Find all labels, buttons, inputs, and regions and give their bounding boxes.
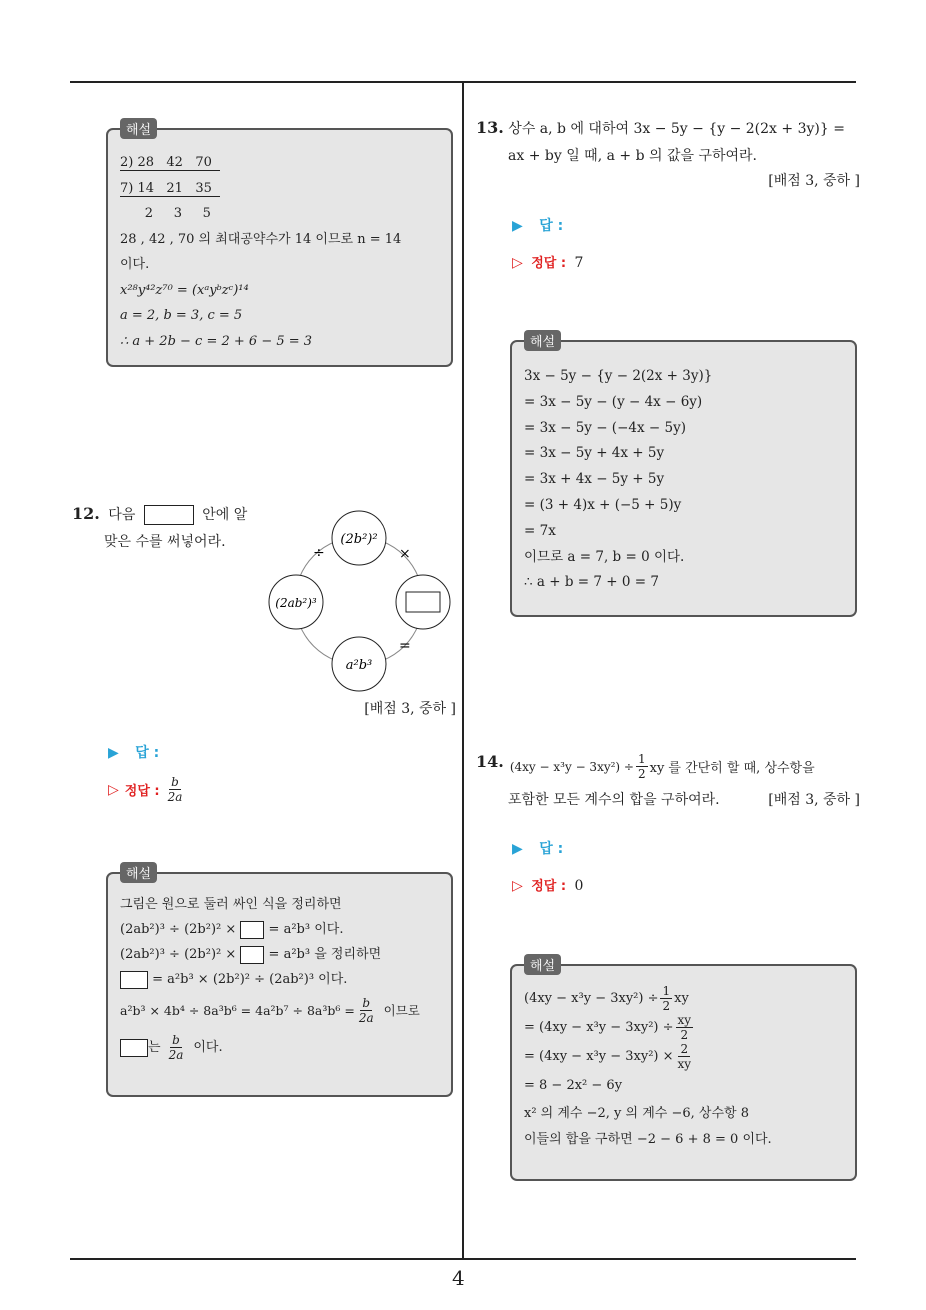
answer-blank [406, 592, 440, 612]
outline-play-icon: ▷ [108, 781, 119, 798]
solution-line: = 8 − 2x² − 6y [524, 1078, 623, 1093]
question-13: 13. 상수 a, b 에 대하여 3x − 5y − {y − 2(2x + 3y)} = ax + by 일 때, a + b 의 값을 구하여라. [배점 3, 중하 ] [476, 118, 860, 189]
question-text: 상수 a, b 에 대하여 3x − 5y − {y − 2(2x + 3y)} = [508, 121, 845, 137]
circle-top-label: (2b²)² [340, 532, 378, 547]
division-row-2: 7) 14 21 35 [120, 176, 439, 202]
solution-line: = 3x − 5y + 4x + 5y [524, 445, 665, 462]
q14-correct: ▷ 정답 : 0 [512, 878, 584, 894]
question-14: 14. (4xy − x³y − 3xy²) ÷ $\frac{1}{2}$ xy 를 간단히 할 때, 상수항을 포함한 모든 계수의 합을 구하여라. [배점 3, 중하 ] [476, 752, 860, 808]
q13-score: [배점 3, 중하 ] [768, 173, 860, 189]
q14-answer: ▶ 답 : [512, 841, 564, 857]
q13-solution-box [510, 335, 857, 617]
solution-line: (2ab²)³ ÷ (2b²)² × = a²b³ 을 정리하면 [120, 947, 382, 962]
solution-line: (4xy − x³y − 3xy²) ÷ $\frac{1}{2}$ xy [524, 984, 689, 1013]
circle-left-label: (2ab²)³ [275, 596, 317, 610]
circle-bottom-label: a²b³ [345, 658, 373, 673]
play-icon: ▶ [108, 745, 119, 761]
solution-line: 이므로 a = 7, b = 0 이다. [524, 548, 685, 565]
question-12: 12. 다음 안에 알 맞은 수를 써넣어라. [72, 502, 457, 556]
solution-line: 이들의 합을 구하면 −2 − 6 + 8 = 0 이다. [524, 1132, 772, 1147]
division-row-3: 2 3 5 [120, 206, 211, 221]
correct-value: 0 [574, 878, 584, 894]
solution-line: (2ab²)³ ÷ (2b²)² × = a²b³ 이다. [120, 922, 344, 937]
question-text: xy 를 간단히 할 때, 상수항을 [649, 761, 815, 776]
correct-value: 7 [574, 255, 584, 271]
blank-box [144, 505, 194, 525]
solution-line: = 3x − 5y − (−4x − 5y) [524, 419, 686, 436]
question-text: ax + by 일 때, a + b 의 값을 구하여라. [508, 148, 758, 164]
q12-solution-box [106, 867, 453, 1097]
solution-line: = 3x − 5y − (y − 4x − 6y) [524, 393, 703, 410]
answer-fraction: $\frac{b}{2a}$ [167, 775, 183, 804]
q14-solution-box [510, 959, 857, 1181]
q13-answer: ▶ 답 : [512, 218, 564, 234]
solution-line: ∴ a + b = 7 + 0 = 7 [524, 574, 659, 591]
play-icon: ▶ [512, 218, 523, 234]
q12-score: [배점 3, 중하 ] [364, 701, 456, 717]
outline-play-icon: ▷ [512, 255, 523, 271]
solution-tag: 해설 [524, 954, 561, 975]
solution-line: 이다. [120, 257, 150, 272]
question-number: 12. [72, 504, 100, 523]
outline-play-icon: ▷ [512, 878, 523, 894]
q12-correct: ▷ 정답 : $\frac{b}{2a}$ [108, 775, 183, 804]
solution-line: 그림은 원으로 둘러 싸인 식을 정리하면 [120, 897, 342, 912]
solution-line: = (4xy − x³y − 3xy²) ÷ $\frac{xy}{2}$ [524, 1013, 692, 1042]
q13-correct: ▷ 정답 : 7 [512, 255, 584, 271]
solution-line: x²⁸y⁴²z⁷⁰ = (xᵃyᵇzᶜ)¹⁴ [120, 282, 249, 298]
question-text-line2: 맞은 수를 써넣어라. [104, 534, 226, 550]
page-number: 4 [452, 1266, 465, 1290]
solution-tag: 해설 [120, 862, 157, 883]
solution-line: a = 2, b = 3, c = 5 [120, 308, 243, 323]
solution-line: = 7x [524, 522, 556, 539]
question-text: 포함한 모든 계수의 합을 구하여라. [508, 792, 720, 808]
circle-diagram [265, 505, 460, 695]
q12-answer: ▶ 답 : [108, 745, 160, 761]
solution-tag: 해설 [524, 330, 561, 351]
solution-line: 28 , 42 , 70 의 최대공약수가 14 이므로 n = 14 [120, 231, 402, 247]
solution-line: = 3x + 4x − 5y + 5y [524, 471, 665, 488]
solution-line: ∴ a + 2b − c = 2 + 6 − 5 = 3 [120, 333, 313, 349]
bottom-rule [70, 1258, 856, 1260]
q11-solution-box [106, 123, 453, 367]
multiply-op: × [399, 546, 411, 562]
solution-line: a²b³ × 4b⁴ ÷ 8a³b⁶ = 4a²b⁷ ÷ 8a³b⁶ = $\frac{b}{2a}$ 이므로 [120, 996, 420, 1025]
solution-line: 는 $\frac{b}{2a}$ 이다. [120, 1033, 439, 1062]
solution-line: x² 의 계수 −2, y 의 계수 −6, 상수항 8 [524, 1106, 749, 1121]
solution-line: 3x − 5y − {y − 2(2x + 3y)} [524, 368, 713, 384]
division-row-1: 2) 28 42 70 [120, 150, 439, 176]
solution-line: = (4xy − x³y − 3xy²) × $\frac{2}{xy}$ [524, 1042, 692, 1071]
solution-tag: 해설 [120, 118, 157, 139]
divide-op: ÷ [313, 545, 325, 561]
equals-op: = [399, 638, 411, 654]
play-icon: ▶ [512, 841, 523, 857]
q14-score: [배점 3, 중하 ] [768, 792, 860, 808]
solution-line: = a²b³ × (2b²)² ÷ (2ab²)³ 이다. [120, 967, 439, 992]
question-text: 다음 [108, 507, 136, 523]
solution-line: = (3 + 4)x + (−5 + 5)y [524, 496, 682, 513]
column-divider [462, 83, 464, 1259]
question-text: (4xy − x³y − 3xy²) ÷ [509, 759, 634, 774]
